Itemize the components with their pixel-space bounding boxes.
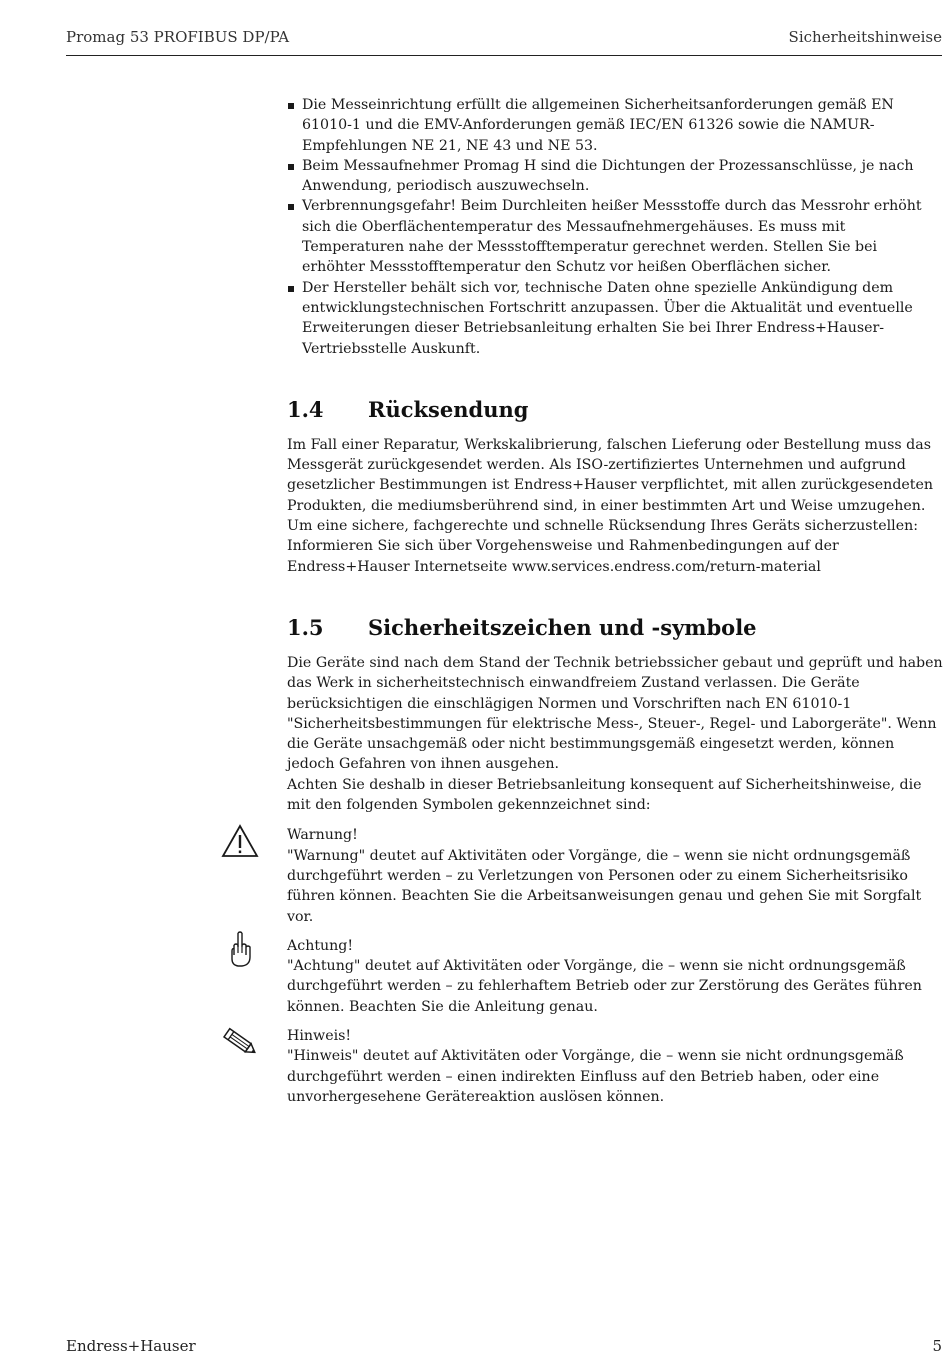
pointing-hand-icon <box>220 930 260 970</box>
section-title: Sicherheitszeichen und -symbole <box>368 614 757 640</box>
section-heading-1-4 <box>287 397 943 423</box>
notice-text: "Hinweis" deutet auf Aktivitäten oder Vorgänge, die – wenn sie nicht ordnungsgemäß durchgeführt werden – einen indirekten Einfluss auf den Betrieb haben, oder eine unvorhergesehene Gerätereaktion auslösen können. <box>287 1048 904 1105</box>
list-item: Die Messeinrichtung erfüllt die allgemeinen Sicherheitsanforderungen gemäß EN 61010-1 und die EMV-Anforderungen gemäß IEC/EN 61326 sowie die NAMUR-Empfehlungen NE 21, NE 43 und NE 53. <box>287 95 943 156</box>
header-doc-title: Promag 53 PROFIBUS DP/PA <box>66 28 290 46</box>
section-1-4-body: Im Fall einer Reparatur, Werkskalibrierung, falschen Lieferung oder Bestellung muss das Messgerät zurückgesendet werden. Als ISO-zertifiziertes Unternehmen und aufgrund gesetzlicher Bestimmungen ist Endress+Hauser verpflichtet, mit allen zurückgesendeten Produkten, die mediumsberührend sind, in einer bestimmten Art und Weise umzugehen. Um eine sichere, fachgerechte und schnelle Rücksendung Ihres Geräts sicherzustellen: Informieren Sie sich über Vorgehensweise und Rahmenbedingungen auf der Endress+Hauser Internetseite www.services.endress.com/return-material <box>287 436 934 575</box>
notice-title: Warnung! <box>287 827 358 844</box>
notice-title: Hinweis! <box>287 1027 352 1044</box>
safety-bullet-list <box>287 95 943 359</box>
section-1-5-body: Die Geräte sind nach dem Stand der Technik betriebssicher gebaut und geprüft und haben das Werk in sicherheitstechnisch einwandfreiem Zustand verlassen. Die Geräte berücksichtigen die einschlägigen Normen und Vorschriften nach EN 61010-1 "Sicherheitsbestimmungen für elektrische Mess-, Steuer-, Regel- und Laborgeräte". Wenn die Geräte unsachgemäß oder nicht bestimmungsgemäß eingesetzt werden, können jedoch Gefahren von ihnen ausgehen. <box>287 654 943 773</box>
page-header <box>66 28 942 56</box>
notice-warning <box>287 825 943 926</box>
list-item: Der Hersteller behält sich vor, technische Daten ohne spezielle Ankündigung dem entwicklungstechnischen Fortschritt anzupassen. Über die Aktualität und eventuelle Erweiterungen dieser Betriebsanleitung erhalten Sie bei Ihrer Endress+Hauser-Vertriebsstelle Auskunft. <box>287 278 943 359</box>
page-number: 5 <box>932 1337 942 1355</box>
page-footer <box>66 1337 942 1355</box>
header-chapter-title: Sicherheitshinweise <box>788 28 942 46</box>
section-heading-1-5 <box>287 615 943 641</box>
main-content <box>287 95 943 1107</box>
section-number: 1.4 <box>287 396 324 422</box>
footer-company: Endress+Hauser <box>66 1337 196 1355</box>
warning-triangle-icon <box>220 821 260 861</box>
notice-title: Achtung! <box>287 937 354 954</box>
notice-hint <box>287 1026 943 1107</box>
notice-text: "Achtung" deutet auf Aktivitäten oder Vorgänge, die – wenn sie nicht ordnungsgemäß durchgeführt werden – zu fehlerhaftem Betrieb oder zur Zerstörung des Gerätes führen können. Beachten Sie die Anleitung genau. <box>287 958 922 1015</box>
list-item: Beim Messaufnehmer Promag H sind die Dichtungen der Prozessanschlüsse, je nach Anwendung, periodisch auszuwechseln. <box>287 156 943 197</box>
pencil-icon <box>220 1022 260 1062</box>
notice-text: "Warnung" deutet auf Aktivitäten oder Vorgänge, die – wenn sie nicht ordnungsgemäß durchgeführt werden – zu Verletzungen von Personen oder zu einem Sicherheitsrisiko führen können. Beachten Sie die Arbeitsanweisungen genau und gehen Sie mit Sorgfalt vor. <box>287 847 922 925</box>
list-item: Verbrennungsgefahr! Beim Durchleiten heißer Messstoffe durch das Messrohr erhöht sich die Oberflächentemperatur des Messaufnehmergehäuses. Es muss mit Temperaturen nahe der Messstofftemperatur gerechnet werden. Stellen Sie bei erhöhter Messstofftemperatur den Schutz vor heißen Oberflächen sicher. <box>287 196 943 277</box>
section-1-5-body-2: Achten Sie deshalb in dieser Betriebsanleitung konsequent auf Sicherheitshinweise, die mit den folgenden Symbolen gekennzeichnet sind: <box>287 776 922 814</box>
notice-caution <box>287 936 943 1017</box>
section-number: 1.5 <box>287 614 324 640</box>
section-title: Rücksendung <box>368 396 529 422</box>
